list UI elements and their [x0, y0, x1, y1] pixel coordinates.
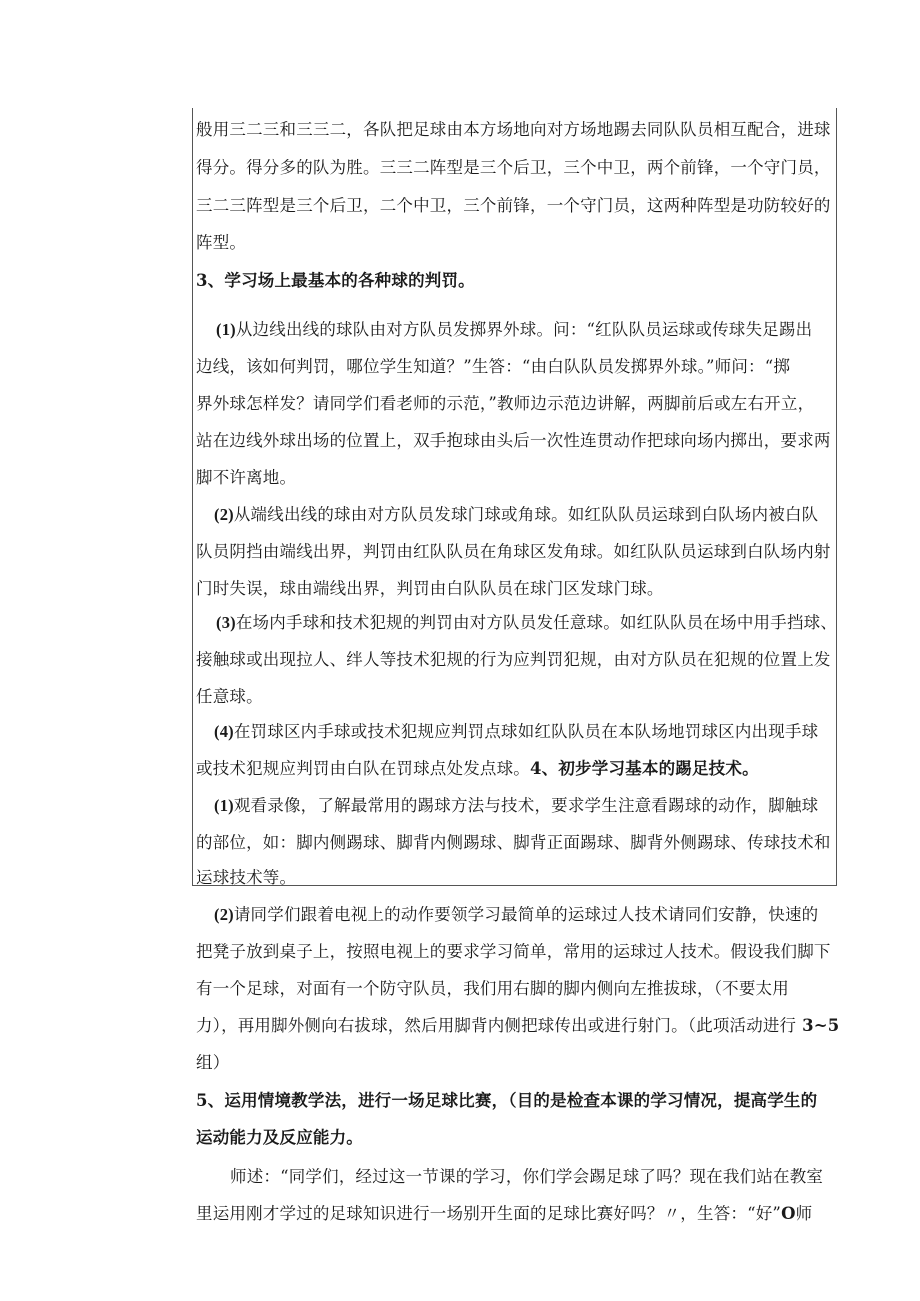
- text-line: 有一个足球，对面有一个防守队员，我们用右脚的脚内侧向左推拔球，（不要太用: [196, 979, 789, 998]
- text-line: 边线，该如何判罚，哪位学生知道？”生答：“由白队队员发掷界外球。”师问：“掷: [196, 357, 791, 376]
- text-line: (4)在罚球区内手球或技术犯规应判罚点球如红队队员在本队场地罚球区内出现手球: [214, 722, 819, 741]
- text-line: 里运用刚才学过的足球知识进行一场别开生面的足球比赛好吗？〃，生答：“好”O师: [196, 1204, 813, 1223]
- text-line: (1)观看录像，了解最常用的踢球方法与技术，要求学生注意看踢球的动作，脚触球: [214, 796, 819, 815]
- text-line: 队员阴挡由端线出界，判罚由红队队员在角球区发角球。如红队队员运球到白队场内射: [196, 542, 831, 561]
- text-line: 脚不许离地。: [196, 468, 297, 487]
- text-line: 或技术犯规应判罚由白队在罚球点处发点球。4、初步学习基本的踢足技术。: [196, 759, 759, 778]
- text-line: (2)请同学们跟着电视上的动作要领学习最简单的运球过人技术请同们安静，快速的: [214, 905, 819, 924]
- text-line: 组）: [196, 1053, 230, 1072]
- text-line: 接触球或出现拉人、绊人等技术犯规的行为应判罚犯规，由对方队员在犯规的位置上发: [196, 650, 831, 669]
- text-line: 门时失误，球由端线出界，判罚由白队队员在球门区发球门球。: [196, 579, 664, 598]
- section-heading: 3、学习场上最基本的各种球的判罚。: [196, 271, 475, 290]
- text-line: 任意球。: [196, 687, 263, 706]
- text-line: (1)从边线出线的球队由对方队员发掷界外球。问：“红队队员运球或传球失足踢出: [216, 320, 813, 339]
- text-line: 的部位，如：脚内侧踢球、脚背内侧踢球、脚背正面踢球、脚背外侧踢球、传球技术和: [196, 833, 831, 852]
- text-line: (3)在场内手球和技术犯规的判罚由对方队员发任意球。如红队队员在场中用手挡球、: [216, 613, 838, 632]
- text-line: 得分。得分多的队为胜。三三二阵型是三个后卫，三个中卫，两个前锋，一个守门员，: [196, 158, 831, 177]
- section-heading: 5、运用情境教学法，进行一场足球比赛，（目的是检查本课的学习情况，提高学生的: [196, 1091, 818, 1110]
- text-line: 师述：“同学们，经过这一节课的学习，你们学会踢足球了吗？现在我们站在教室: [230, 1167, 824, 1186]
- text-line: (2)从端线出线的球由对方队员发球门球或角球。如红队队员运球到白队场内被白队: [214, 505, 819, 524]
- text-line: 力），再用脚外侧向右拔球，然后用脚背内侧把球传出或进行射门。（此项活动进行 3~5: [196, 1016, 840, 1035]
- text-line: 阵型。: [196, 233, 247, 252]
- text-line: 站在边线外球出场的位置上，双手抱球由头后一次性连贯动作把球向场内掷出，要求两: [196, 431, 831, 450]
- text-line: 把凳子放到桌子上，按照电视上的要求学习简单，常用的运球过人技术。假设我们脚下: [196, 942, 831, 961]
- text-line: 运球技术等。: [196, 868, 297, 887]
- text-line: 界外球怎样发？请同学们看老师的示范，”教师边示范边讲解，两脚前后或左右开立，: [196, 394, 815, 413]
- text-line: 般用三二三和三三二，各队把足球由本方场地向对方场地踢去同队队员相互配合，进球: [196, 120, 831, 139]
- text-line: 三二三阵型是三个后卫，二个中卫，三个前锋，一个守门员，这两种阵型是功防较好的: [196, 196, 831, 215]
- section-heading: 运动能力及反应能力。: [196, 1128, 363, 1147]
